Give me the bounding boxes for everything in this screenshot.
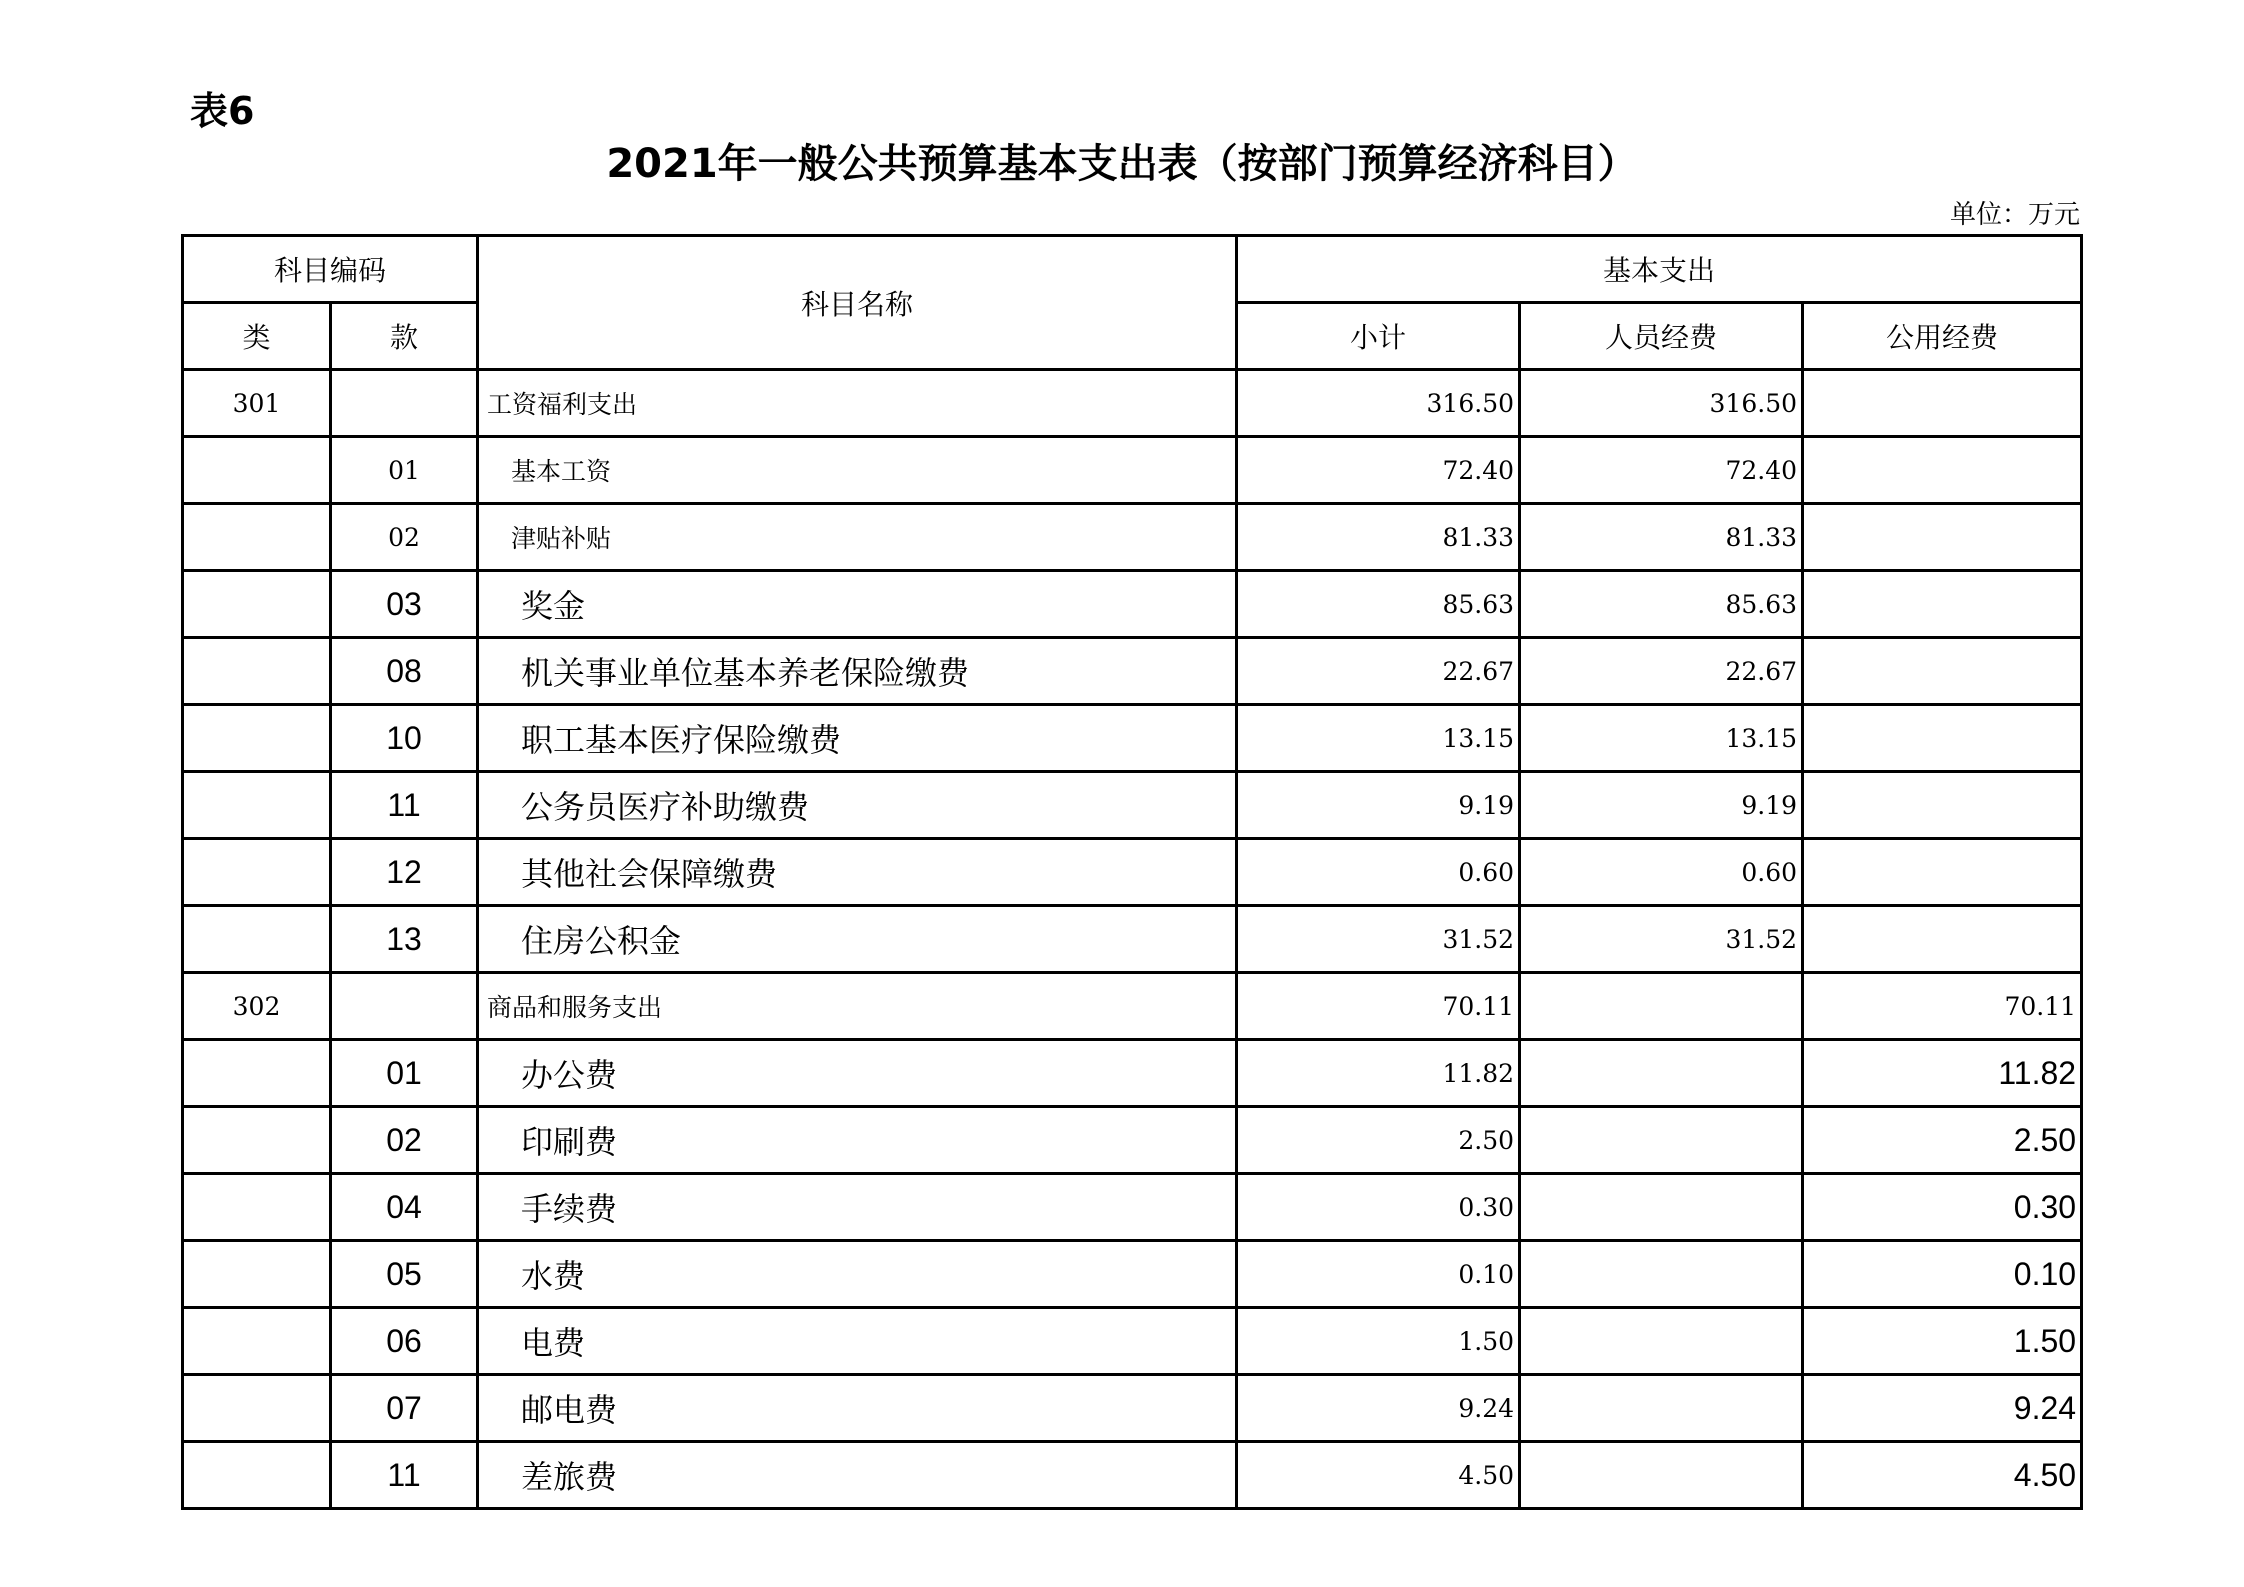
cell-item: 01 [331,1040,478,1107]
cell-subtotal: 2.50 [1237,1107,1520,1174]
cell-name: 差旅费 [478,1442,1237,1509]
cell-name: 基本工资 [478,437,1237,504]
table-row [183,1107,2082,1174]
cell-item: 02 [331,1107,478,1174]
cell-public [1803,705,2082,772]
cell-class [183,1040,331,1107]
cell-personnel: 13.15 [1520,705,1803,772]
cell-name: 公务员医疗补助缴费 [478,772,1237,839]
cell-personnel: 81.33 [1520,504,1803,571]
cell-personnel: 31.52 [1520,906,1803,973]
unit-label: 单位：万元 [1949,200,2080,230]
cell-name: 手续费 [478,1174,1237,1241]
cell-name: 津贴补贴 [478,504,1237,571]
header-public: 公用经费 [1803,303,2082,370]
cell-subtotal: 22.67 [1237,638,1520,705]
cell-class [183,1174,331,1241]
cell-item: 12 [331,839,478,906]
cell-item: 07 [331,1375,478,1442]
cell-public [1803,638,2082,705]
cell-subtotal: 11.82 [1237,1040,1520,1107]
table-body [183,370,2082,1509]
table-row [183,1040,2082,1107]
table-row [183,1174,2082,1241]
cell-personnel: 22.67 [1520,638,1803,705]
cell-public [1803,839,2082,906]
document-title: 2021年一般公共预算基本支出表（按部门预算经济科目） [606,141,1638,187]
cell-class [183,772,331,839]
cell-subtotal: 1.50 [1237,1308,1520,1375]
table-row [183,504,2082,571]
cell-name: 办公费 [478,1040,1237,1107]
cell-name: 商品和服务支出 [478,973,1237,1040]
cell-item: 01 [331,437,478,504]
cell-name: 奖金 [478,571,1237,638]
cell-name: 住房公积金 [478,906,1237,973]
cell-public [1803,504,2082,571]
table-row [183,571,2082,638]
cell-name: 水费 [478,1241,1237,1308]
table-row [183,973,2082,1040]
cell-subtotal: 0.10 [1237,1241,1520,1308]
cell-name: 邮电费 [478,1375,1237,1442]
cell-class [183,839,331,906]
table-row [183,705,2082,772]
cell-subtotal: 31.52 [1237,906,1520,973]
cell-subtotal: 0.30 [1237,1174,1520,1241]
cell-personnel [1520,1442,1803,1509]
cell-public [1803,772,2082,839]
cell-subtotal: 81.33 [1237,504,1520,571]
cell-class [183,437,331,504]
cell-class [183,1241,331,1308]
table-row [183,839,2082,906]
cell-personnel [1520,1308,1803,1375]
cell-public: 0.30 [1803,1174,2082,1241]
table-row [183,1241,2082,1308]
cell-item [331,973,478,1040]
cell-personnel [1520,973,1803,1040]
cell-public: 9.24 [1803,1375,2082,1442]
cell-item: 02 [331,504,478,571]
cell-item: 08 [331,638,478,705]
cell-public [1803,571,2082,638]
cell-public: 4.50 [1803,1442,2082,1509]
budget-table [181,234,2083,1510]
cell-personnel [1520,1107,1803,1174]
cell-class [183,571,331,638]
cell-public: 1.50 [1803,1308,2082,1375]
cell-item: 10 [331,705,478,772]
cell-public [1803,906,2082,973]
cell-personnel: 85.63 [1520,571,1803,638]
cell-subtotal: 4.50 [1237,1442,1520,1509]
sheet-label: 表6 [190,89,255,133]
table-row [183,906,2082,973]
table-row [183,1375,2082,1442]
cell-personnel [1520,1375,1803,1442]
cell-item: 11 [331,772,478,839]
table-row [183,1308,2082,1375]
header-subtotal: 小计 [1237,303,1520,370]
cell-item: 04 [331,1174,478,1241]
cell-name: 机关事业单位基本养老保险缴费 [478,638,1237,705]
cell-item: 11 [331,1442,478,1509]
cell-class: 301 [183,370,331,437]
cell-personnel: 0.60 [1520,839,1803,906]
header-class: 类 [183,303,331,370]
cell-subtotal: 9.24 [1237,1375,1520,1442]
table-row [183,437,2082,504]
header-code-group: 科目编码 [183,236,478,303]
cell-class [183,906,331,973]
cell-name: 职工基本医疗保险缴费 [478,705,1237,772]
table-header [183,236,2082,370]
cell-public: 2.50 [1803,1107,2082,1174]
cell-name: 其他社会保障缴费 [478,839,1237,906]
cell-class [183,1442,331,1509]
cell-personnel [1520,1040,1803,1107]
cell-subtotal: 85.63 [1237,571,1520,638]
cell-subtotal: 0.60 [1237,839,1520,906]
cell-subtotal: 316.50 [1237,370,1520,437]
cell-item: 05 [331,1241,478,1308]
table-row [183,370,2082,437]
cell-public: 70.11 [1803,973,2082,1040]
cell-class [183,504,331,571]
table-row [183,638,2082,705]
cell-public [1803,370,2082,437]
table-row [183,772,2082,839]
cell-subtotal: 70.11 [1237,973,1520,1040]
cell-subtotal: 9.19 [1237,772,1520,839]
cell-class [183,1107,331,1174]
cell-class: 302 [183,973,331,1040]
header-personnel: 人员经费 [1520,303,1803,370]
cell-item [331,370,478,437]
cell-public: 11.82 [1803,1040,2082,1107]
cell-item: 13 [331,906,478,973]
cell-personnel [1520,1241,1803,1308]
cell-subtotal: 72.40 [1237,437,1520,504]
cell-personnel: 72.40 [1520,437,1803,504]
cell-personnel: 316.50 [1520,370,1803,437]
cell-class [183,638,331,705]
cell-name: 电费 [478,1308,1237,1375]
header-basic-group: 基本支出 [1237,236,2082,303]
header-name: 科目名称 [478,236,1237,370]
cell-personnel: 9.19 [1520,772,1803,839]
cell-public [1803,437,2082,504]
cell-item: 03 [331,571,478,638]
header-item: 款 [331,303,478,370]
cell-public: 0.10 [1803,1241,2082,1308]
cell-class [183,1308,331,1375]
cell-subtotal: 13.15 [1237,705,1520,772]
cell-class [183,1375,331,1442]
table-row [183,1442,2082,1509]
cell-class [183,705,331,772]
cell-personnel [1520,1174,1803,1241]
cell-item: 06 [331,1308,478,1375]
cell-name: 工资福利支出 [478,370,1237,437]
cell-name: 印刷费 [478,1107,1237,1174]
